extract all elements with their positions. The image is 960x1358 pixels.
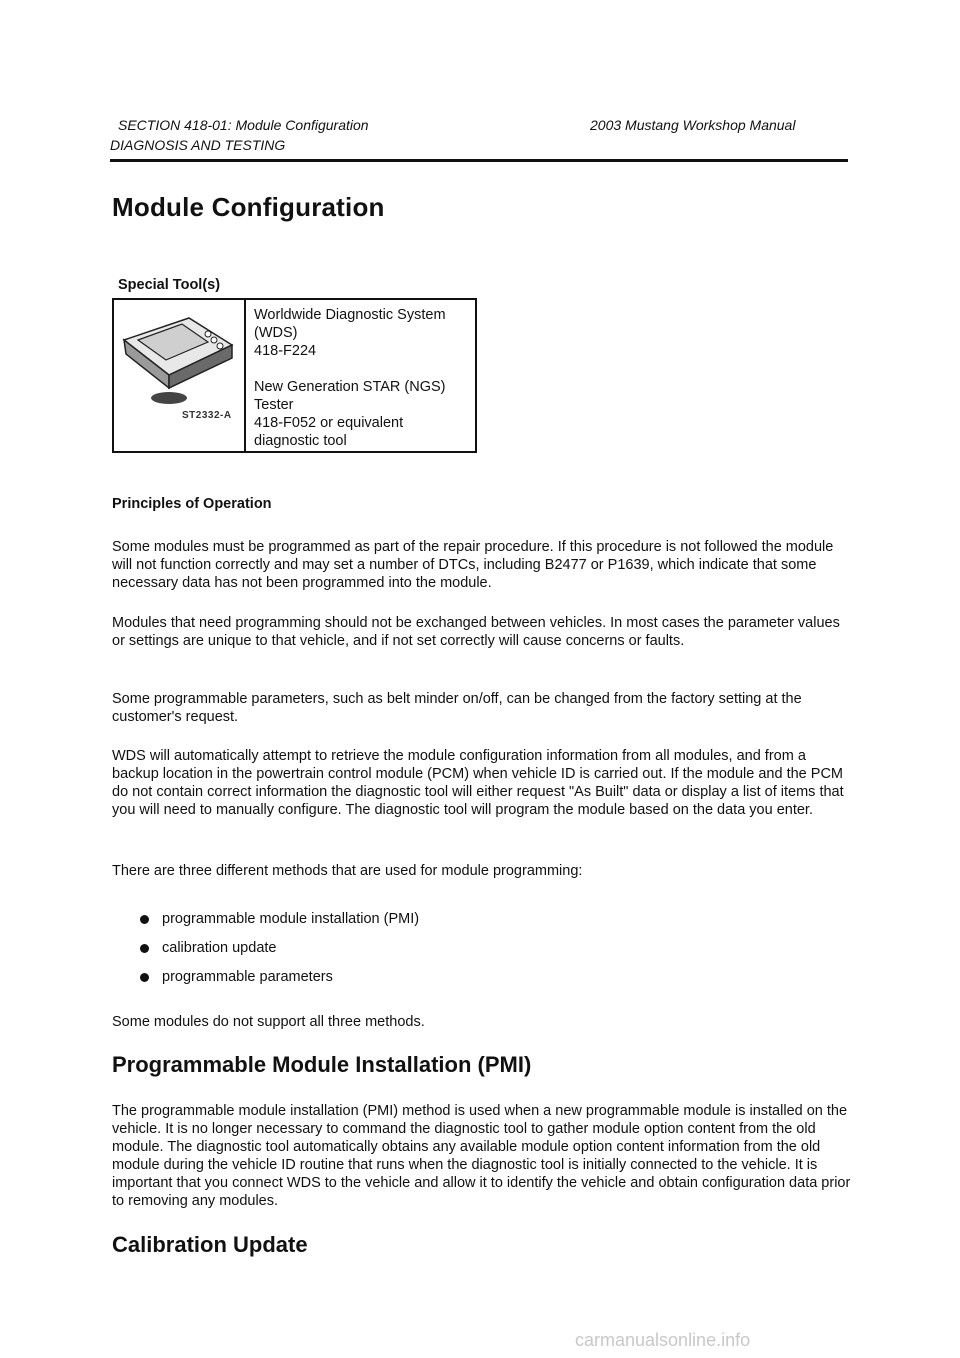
list-item: programmable module installation (PMI) — [140, 910, 419, 939]
methods-list — [140, 910, 419, 997]
tool-line: (WDS) — [254, 325, 298, 341]
tool-line: Worldwide Diagnostic System — [254, 307, 446, 323]
list-item: calibration update — [140, 939, 419, 968]
page-title: Module Configuration — [112, 192, 385, 222]
tool-description — [246, 300, 454, 451]
tool-line: 418-F224 — [254, 343, 317, 359]
watermark: carmanualsonline.info — [575, 1330, 751, 1350]
special-tools-table — [112, 298, 477, 453]
header-section: SECTION 418-01: Module Configuration — [118, 117, 369, 133]
paragraph: Some modules must be programmed as part of the repair procedure. If this procedure is not followed the module will not function correctly and may set a number of DTCs, including B2477 or P1639, which indicate that some necessary data has not been programmed into the module. — [112, 539, 834, 591]
tool-line: 418-F052 or equivalent — [254, 415, 404, 431]
list-item: programmable parameters — [140, 968, 419, 997]
paragraph: Some modules do not support all three methods. — [112, 1014, 425, 1030]
tool-line: diagnostic tool — [254, 433, 347, 449]
figure-code: ST2332-A — [182, 410, 232, 421]
header-divider — [110, 159, 848, 162]
calibration-heading: Calibration Update — [112, 1232, 308, 1257]
paragraph: Some programmable parameters, such as belt minder on/off, can be changed from the factory setting at the customer's request. — [112, 691, 802, 725]
diagnostic-tester-icon — [114, 300, 240, 451]
paragraph: The programmable module installation (PMI) method is used when a new programmable module is installed on the vehicle. It is no longer necessary to command the diagnostic tool to gather module option content from the old module. The diagnostic tool automatically obtains any available module option content information from the old module during the vehicle ID routine that runs when the diagnostic tool is initially connected to the vehicle. It is important that you connect WDS to the vehicle and allow it to identify the vehicle and obtain configuration data prior to removing any modules. — [112, 1103, 851, 1209]
special-tools-label: Special Tool(s) — [118, 277, 221, 293]
header-subsection: DIAGNOSIS AND TESTING — [110, 137, 286, 153]
pmi-heading: Programmable Module Installation (PMI) — [112, 1052, 532, 1077]
header-manual-title: 2003 Mustang Workshop Manual — [590, 117, 796, 133]
diagnostic-tool-image — [114, 300, 246, 451]
principles-heading: Principles of Operation — [112, 496, 272, 512]
tool-line: New Generation STAR (NGS) — [254, 379, 446, 395]
paragraph: Modules that need programming should not be exchanged between vehicles. In most cases the parameter values or settings are unique to that vehicle, and if not set correctly will cause concerns or faults. — [112, 615, 840, 649]
paragraph: There are three different methods that are used for module programming: — [112, 863, 583, 879]
paragraph: WDS will automatically attempt to retrieve the module configuration information from all modules, and from a backup location in the powertrain control module (PCM) when vehicle ID is carried out. If the module and the PCM do not contain correct information the diagnostic tool will either request "As Built" data or display a list of items that you will need to manually configure. The diagnostic tool will program the module based on the data you enter. — [112, 748, 844, 818]
tool-line: Tester — [254, 397, 294, 413]
